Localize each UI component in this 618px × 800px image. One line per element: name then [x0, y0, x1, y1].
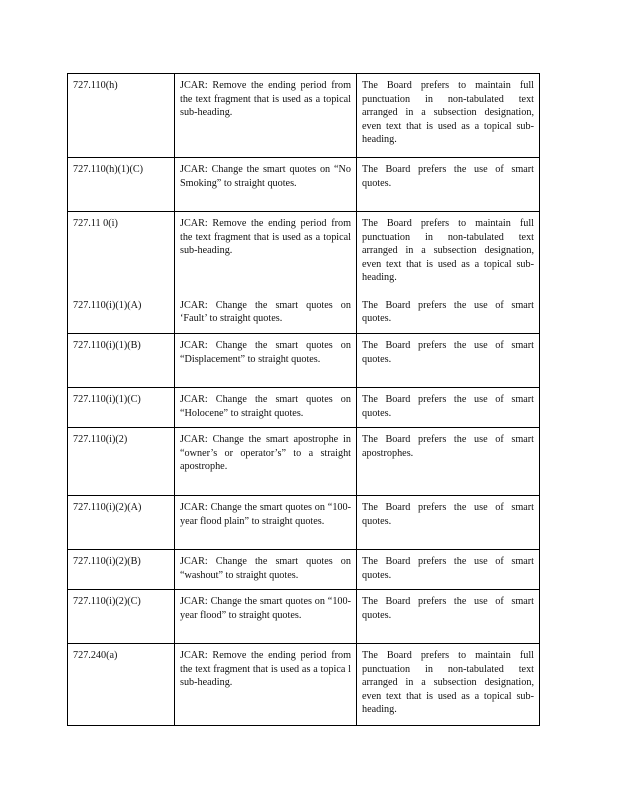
table-row	[68, 388, 540, 428]
table-row	[68, 590, 540, 644]
change-cell: JCAR: Remove the ending period from the text fragment that is used as a topica l sub-heading.	[175, 644, 357, 726]
response-cell: The Board prefers to maintain full punctuation in non-tabulated text arranged in a subsection designation, even text that is used as a topical sub-heading.	[357, 74, 540, 158]
response-cell: The Board prefers the use of smart quotes.	[357, 496, 540, 550]
change-cell: JCAR: Change the smart quotes on “100-year flood plain” to straight quotes.	[175, 496, 357, 550]
change-cell: JCAR: Remove the ending period from the text fragment that is used as a topical sub-heading.	[175, 212, 357, 294]
section-cell: 727.110(i)(2)(B)	[68, 550, 175, 590]
table-row	[68, 496, 540, 550]
change-cell: JCAR: Remove the ending period from the text fragment that is used as a topical sub-heading.	[175, 74, 357, 158]
change-cell: JCAR: Change the smart quotes on ‘Fault’ to straight quotes.	[175, 294, 357, 334]
table-row	[68, 74, 540, 158]
table-row	[68, 644, 540, 726]
change-cell: JCAR: Change the smart quotes on “Holocene” to straight quotes.	[175, 388, 357, 428]
change-cell: JCAR: Change the smart quotes on “No Smoking” to straight quotes.	[175, 158, 357, 212]
response-cell: The Board prefers to maintain full punctuation in non-tabulated text arranged in a subsection designation, even text that is used as a topical sub-heading.	[357, 212, 540, 294]
table-row	[68, 550, 540, 590]
response-cell: The Board prefers the use of smart quotes.	[357, 158, 540, 212]
table-row	[68, 158, 540, 212]
section-cell: 727.110(i)(2)(C)	[68, 590, 175, 644]
change-cell: JCAR: Change the smart quotes on “Displacement” to straight quotes.	[175, 334, 357, 388]
section-cell: 727.110(i)(1)(C)	[68, 388, 175, 428]
change-cell: JCAR: Change the smart quotes on “washout” to straight quotes.	[175, 550, 357, 590]
section-cell: 727.110(h)	[68, 74, 175, 158]
response-cell: The Board prefers the use of smart quotes.	[357, 550, 540, 590]
table-row	[68, 212, 540, 294]
section-cell: 727.110(i)(2)	[68, 428, 175, 496]
response-cell: The Board prefers the use of smart quotes.	[357, 334, 540, 388]
jcar-comments-table	[67, 73, 540, 726]
section-cell: 727.110(i)(1)(A)	[68, 294, 175, 334]
table-row	[68, 428, 540, 496]
response-cell: The Board prefers the use of smart quotes.	[357, 294, 540, 334]
change-cell: JCAR: Change the smart quotes on “100-year flood” to straight quotes.	[175, 590, 357, 644]
response-cell: The Board prefers to maintain full punctuation in non-tabulated text arranged in a subsection designation, even text that is used as a topical sub-heading.	[357, 644, 540, 726]
section-cell: 727.110(i)(1)(B)	[68, 334, 175, 388]
section-cell: 727.11 0(i)	[68, 212, 175, 294]
section-cell: 727.110(i)(2)(A)	[68, 496, 175, 550]
response-cell: The Board prefers the use of smart quotes.	[357, 590, 540, 644]
change-cell: JCAR: Change the smart apostrophe in “owner’s or operator’s” to a straight apostrophe.	[175, 428, 357, 496]
response-cell: The Board prefers the use of smart apostrophes.	[357, 428, 540, 496]
table-row	[68, 334, 540, 388]
table-row	[68, 294, 540, 334]
response-cell: The Board prefers the use of smart quotes.	[357, 388, 540, 428]
section-cell: 727.110(h)(1)(C)	[68, 158, 175, 212]
section-cell: 727.240(a)	[68, 644, 175, 726]
